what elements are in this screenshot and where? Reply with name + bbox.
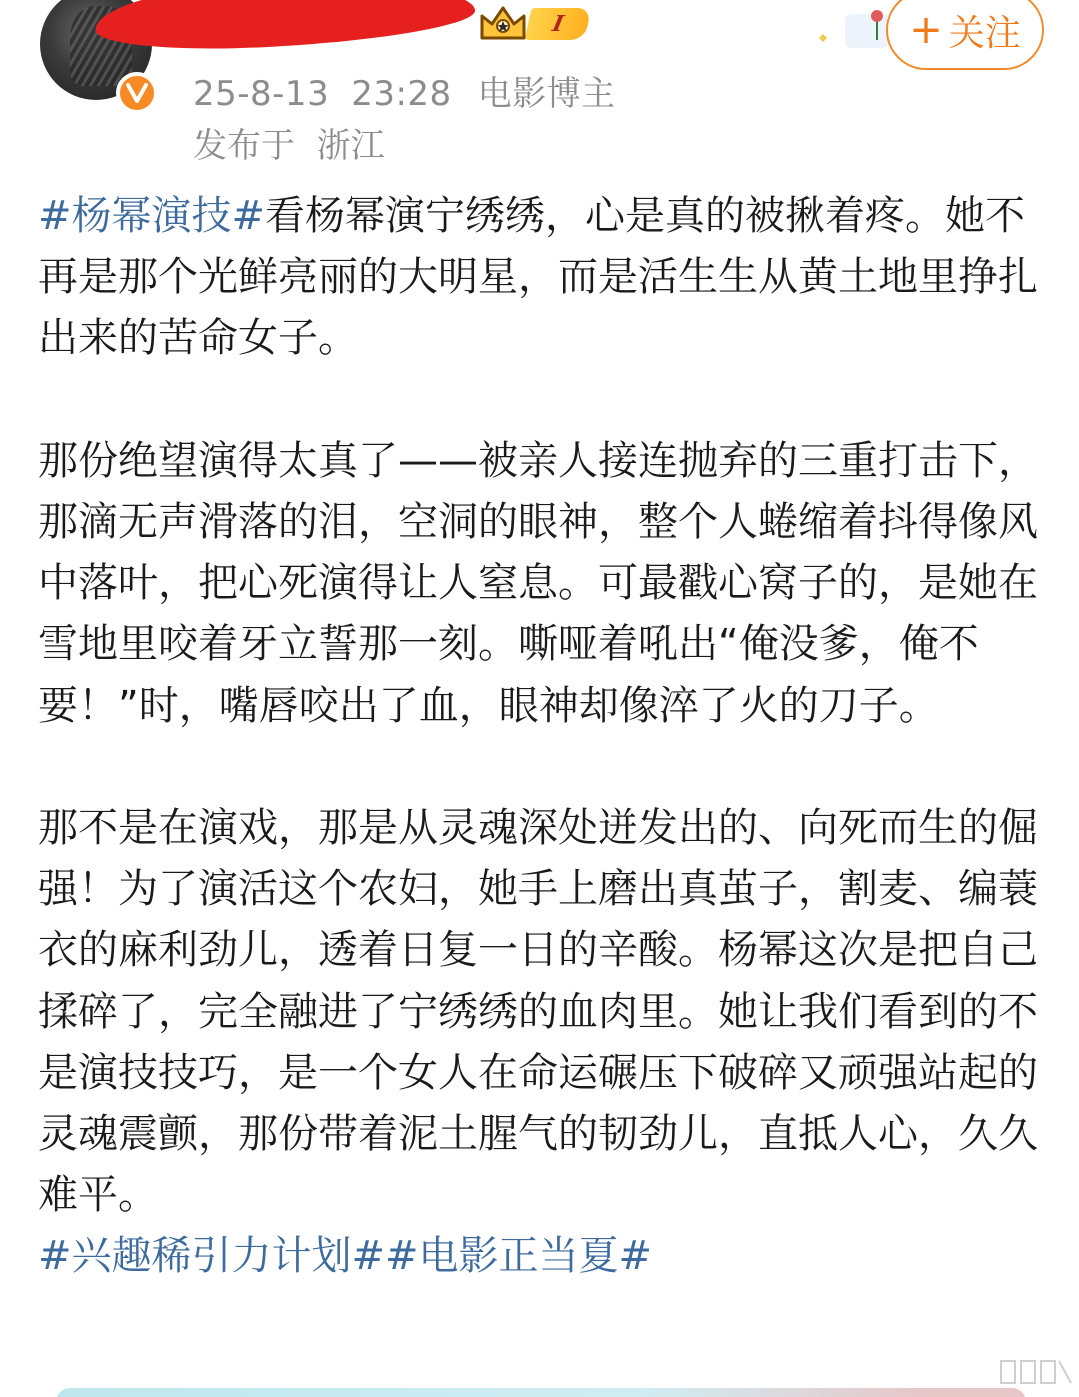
post-date: 25-8-13 [193,74,330,114]
post-paragraph-1 [38,186,1038,370]
post-meta [193,66,616,114]
follow-label: 关注 [948,12,1021,54]
level-badge [525,8,592,40]
watermark-icon [995,1355,1075,1389]
hashtag-link[interactable]: #杨幂演技# [38,193,266,239]
bottom-banner[interactable] [56,1388,1026,1397]
post-body [38,186,1038,1288]
paragraph-text: 看杨幂演宁绣绣，心是真的被揪着疼。她不再是那个光鲜亮丽的大明星，而是活生生从黄土地里挣扎出来的苦命女子。 [38,193,1038,362]
location-name: 浙江 [316,126,385,166]
follow-plus-icon: + [909,7,943,53]
level-badge-text: I [550,11,566,37]
location-prefix: 发布于 [193,126,295,166]
post-time: 23:28 [351,74,452,114]
post-hashtags [38,1226,1038,1287]
hashtag-link[interactable]: #电影正当夏# [385,1233,653,1280]
verified-v-icon [116,72,158,114]
decoration-icon [815,4,895,48]
post-paragraph-2: 那份绝望演得太真了——被亲人接连抛弃的三重打击下，那滴无声滑落的泪，空洞的眼神，整个人蜷缩着抖得像风中落叶，把心死演得让人窒息。可最戳心窝子的，是她在雪地里咬着牙立誓那一刻。嘶哑着吼出“俺没爹，俺不要！”时，嘴唇咬出了血，眼神却像淬了火的刀子。 [38,437,1038,729]
hashtag-link[interactable]: #兴趣稀引力计划# [38,1233,386,1280]
post-location [193,118,385,167]
verified-v-glyph [126,83,148,103]
author-role: 电影博主 [477,74,616,114]
crown-icon [478,4,528,44]
post-paragraph-3: 那不是在演戏，那是从灵魂深处迸发出的、向死而生的倔强！为了演活这个农妇，她手上磨出真茧子，割麦、编蓑衣的麻利劲儿，透着日复一日的辛酸。杨幂这次是把自己揉碎了，完全融进了宁绣绣的血肉里。她让我们看到的不是演技技巧，是一个女人在命运碾压下破碎又顽强站起的灵魂震颤，那份带着泥土腥气的韧劲儿，直抵人心，久久难平。 [38,805,1038,1219]
follow-button[interactable] [886,0,1044,70]
